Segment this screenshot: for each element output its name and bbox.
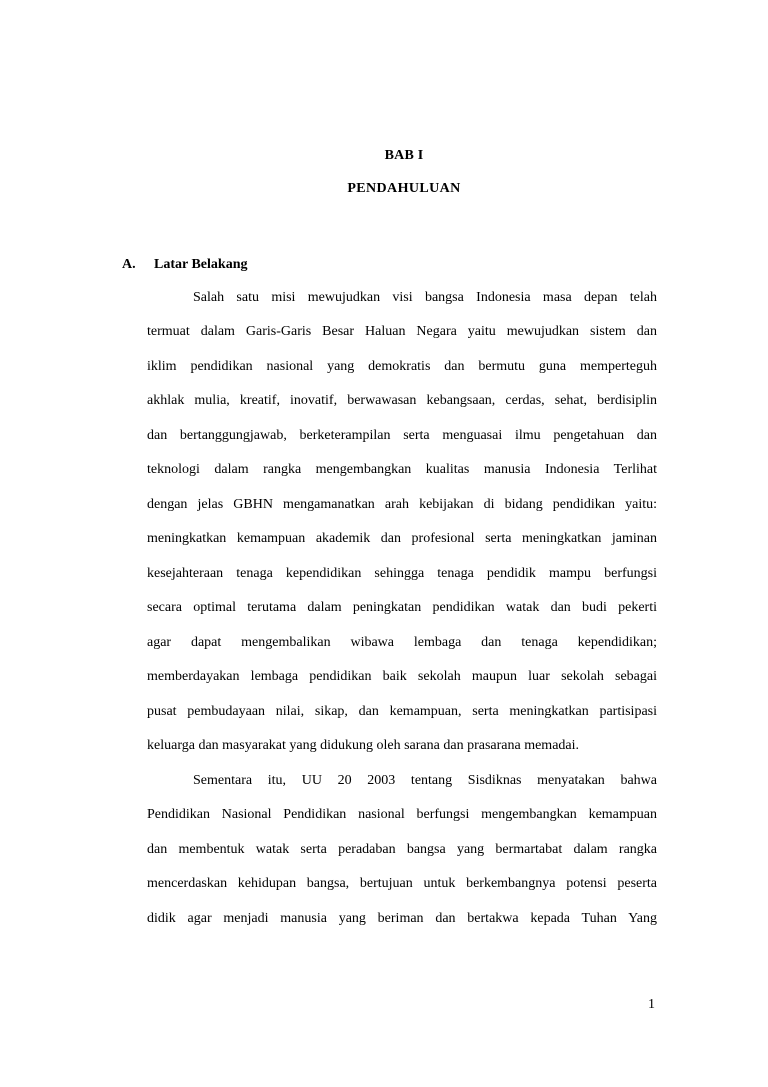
section-title: Latar Belakang <box>154 257 248 272</box>
paragraph-line: meningkatkan kemampuan akademik dan profesional serta meningkatkan jaminan <box>147 531 657 546</box>
paragraph-line: dengan jelas GBHN mengamanatkan arah kebijakan di bidang pendidikan yaitu: <box>147 497 657 512</box>
paragraph-line: didik agar menjadi manusia yang beriman dan bertakwa kepada Tuhan Yang <box>147 911 657 926</box>
page-number: 1 <box>648 997 655 1012</box>
paragraph-line: secara optimal terutama dalam peningkatan pendidikan watak dan budi pekerti <box>147 600 657 615</box>
section-letter: A. <box>122 257 136 272</box>
paragraph-line: agar dapat mengembalikan wibawa lembaga dan tenaga kependidikan; <box>147 635 657 650</box>
paragraph-line: Pendidikan Nasional Pendidikan nasional berfungsi mengembangkan kemampuan <box>147 807 657 822</box>
chapter-label: BAB I <box>384 148 424 163</box>
section-heading <box>122 257 247 273</box>
paragraph-line: teknologi dalam rangka mengembangkan kualitas manusia Indonesia Terlihat <box>147 462 657 477</box>
paragraph-line: mencerdaskan kehidupan bangsa, bertujuan untuk berkembangnya potensi peserta <box>147 876 657 891</box>
paragraph-line: Salah satu misi mewujudkan visi bangsa Indonesia masa depan telah <box>193 290 657 305</box>
paragraph-line: Sementara itu, UU 20 2003 tentang Sisdiknas menyatakan bahwa <box>193 773 657 788</box>
paragraph-line: iklim pendidikan nasional yang demokratis dan bermutu guna memperteguh <box>147 359 657 374</box>
paragraph-line: akhlak mulia, kreatif, inovatif, berwawasan kebangsaan, cerdas, sehat, berdisiplin <box>147 393 657 408</box>
paragraph-line: pusat pembudayaan nilai, sikap, dan kemampuan, serta meningkatkan partisipasi <box>147 704 657 719</box>
paragraph-line: keluarga dan masyarakat yang didukung oleh sarana dan prasarana memadai. <box>147 738 580 753</box>
paragraph-line: termuat dalam Garis-Garis Besar Haluan Negara yaitu mewujudkan sistem dan <box>147 324 657 339</box>
chapter-title: PENDAHULUAN <box>347 181 461 196</box>
paragraph-line: kesejahteraan tenaga kependidikan sehingga tenaga pendidik mampu berfungsi <box>147 566 657 581</box>
paragraph-line: dan bertanggungjawab, berketerampilan serta menguasai ilmu pengetahuan dan <box>147 428 657 443</box>
paragraph-line: memberdayakan lembaga pendidikan baik sekolah maupun luar sekolah sebagai <box>147 669 657 684</box>
paragraph-line: dan membentuk watak serta peradaban bangsa yang bermartabat dalam rangka <box>147 842 657 857</box>
